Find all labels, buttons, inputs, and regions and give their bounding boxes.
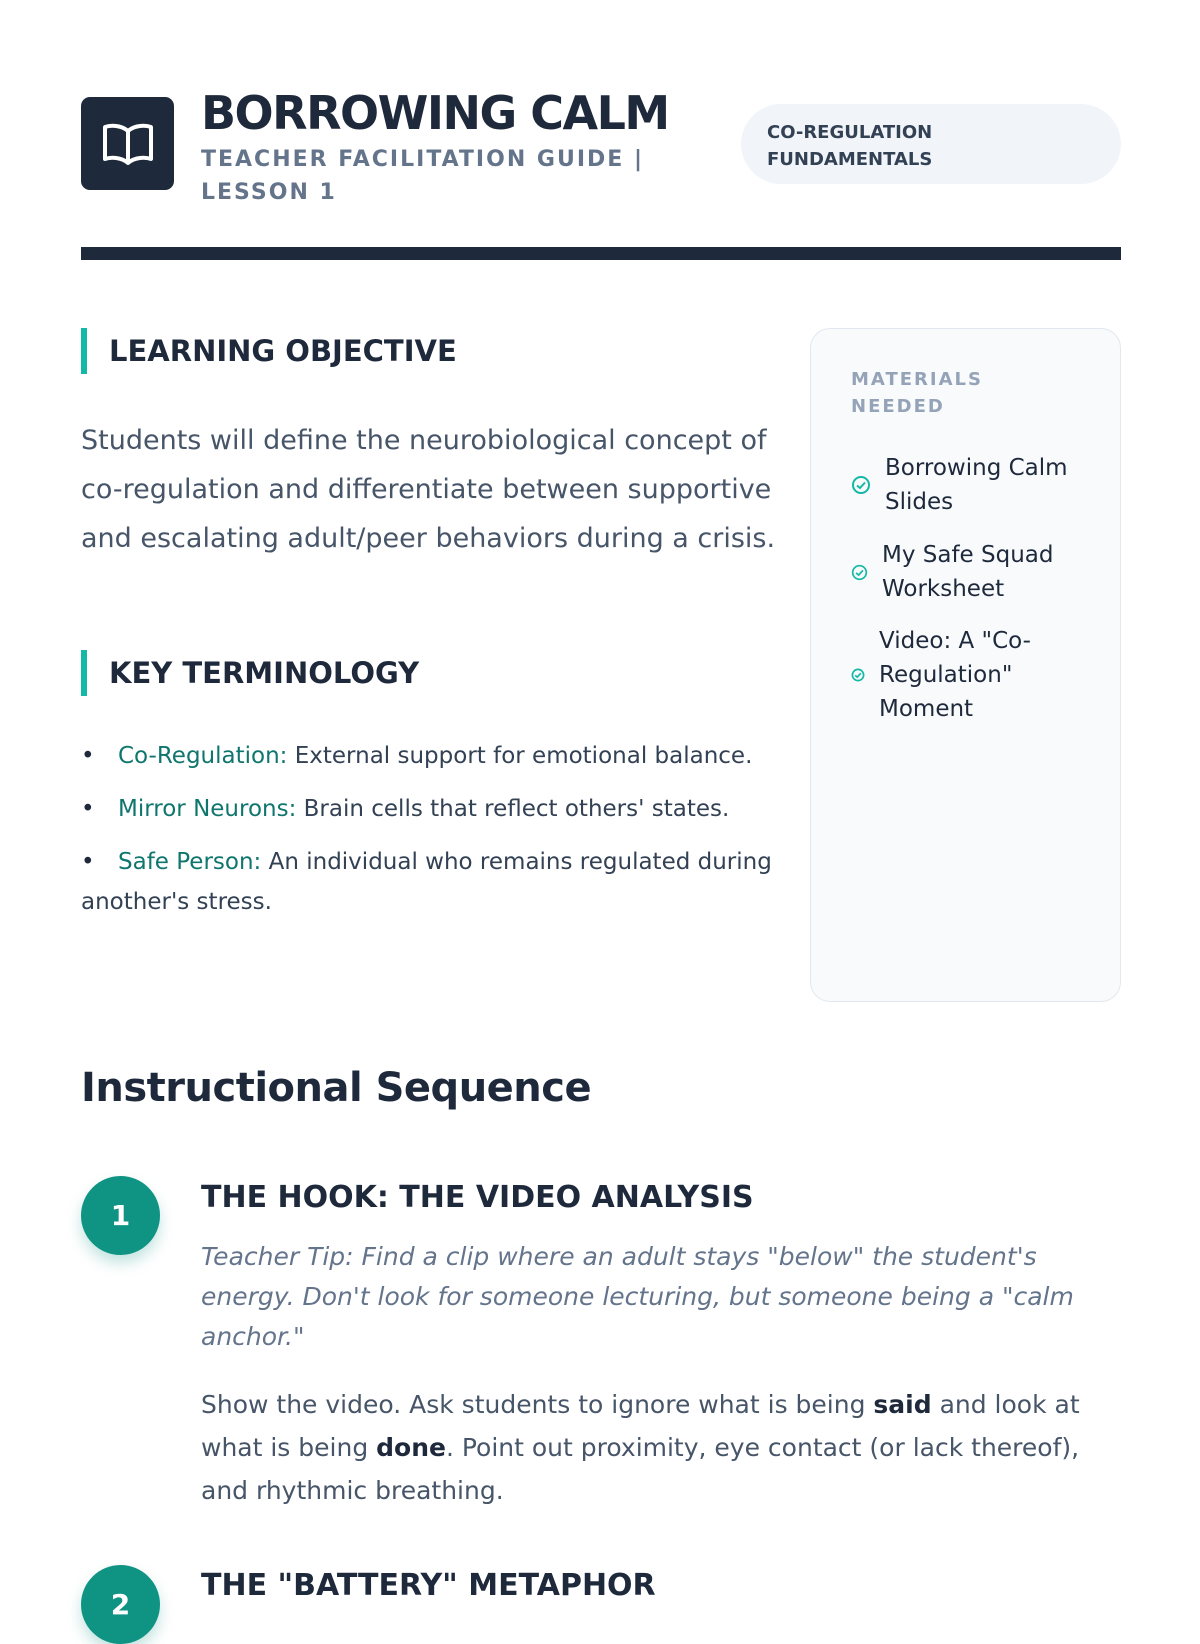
step-body-emphasis: done <box>376 1433 446 1462</box>
sequence-heading: Instructional Sequence <box>81 1065 592 1111</box>
term-definition: Brain cells that reflect others' states. <box>296 796 730 822</box>
step-body-text: . Point out proximity, eye contact (or lack thereof), and rhythmic breathing. <box>201 1433 1080 1505</box>
lesson-subtitle: TEACHER FACILITATION GUIDE | LESSON 1 <box>201 147 644 205</box>
check-circle-icon <box>851 668 865 682</box>
material-item <box>851 538 1091 606</box>
material-label: My Safe Squad Worksheet <box>882 542 1054 602</box>
term-name: Safe Person: <box>118 849 262 875</box>
check-circle-icon <box>851 564 868 581</box>
objective-text: Students will define the neurobiological concept of co-regulation and differentiate between supportive and escalating adult/peer behaviors during a crisis. <box>81 425 776 554</box>
terminology-list <box>81 736 781 935</box>
module-badge: CO-REGULATION FUNDAMENTALS <box>741 104 1121 184</box>
step-body <box>201 1383 1081 1512</box>
materials-card <box>810 328 1121 1002</box>
step-title: THE HOOK: THE VIDEO ANALYSIS <box>201 1180 754 1215</box>
step-number-badge: 2 <box>81 1565 160 1644</box>
open-book-icon <box>102 121 154 167</box>
term-name: Co-Regulation: <box>118 743 288 769</box>
material-label: Borrowing Calm Slides <box>885 455 1068 515</box>
objective-heading: LEARNING OBJECTIVE <box>81 328 457 374</box>
material-item <box>851 624 1091 726</box>
step-title: THE "BATTERY" METAPHOR <box>201 1568 656 1603</box>
term-definition: An individual who remains regulated during another's stress. <box>81 849 772 915</box>
materials-title: MATERIALS NEEDED <box>851 369 983 417</box>
list-item <box>81 842 781 922</box>
header-divider <box>81 247 1121 260</box>
logo-badge <box>81 97 174 190</box>
step-body-text: Show the video. Ask students to ignore what is being <box>201 1390 874 1419</box>
step-number-badge: 1 <box>81 1176 160 1255</box>
teacher-tip: Teacher Tip: Find a clip where an adult stays "below" the student's energy. Don't look for someone lecturing, but someone being a "calm anchor." <box>201 1242 1074 1351</box>
term-name: Mirror Neurons: <box>118 796 297 822</box>
list-item <box>81 736 781 776</box>
step-body-text: and look at what is being <box>201 1390 1080 1462</box>
step-body-emphasis: said <box>873 1390 932 1419</box>
list-item <box>81 789 781 829</box>
lesson-header <box>81 86 1121 210</box>
lesson-title: BORROWING CALM <box>201 86 669 140</box>
material-item <box>851 451 1091 519</box>
check-circle-icon <box>851 475 871 495</box>
material-label: Video: A "Co-Regulation" Moment <box>879 628 1031 722</box>
term-definition: External support for emotional balance. <box>287 743 753 769</box>
terminology-heading: KEY TERMINOLOGY <box>81 650 419 696</box>
